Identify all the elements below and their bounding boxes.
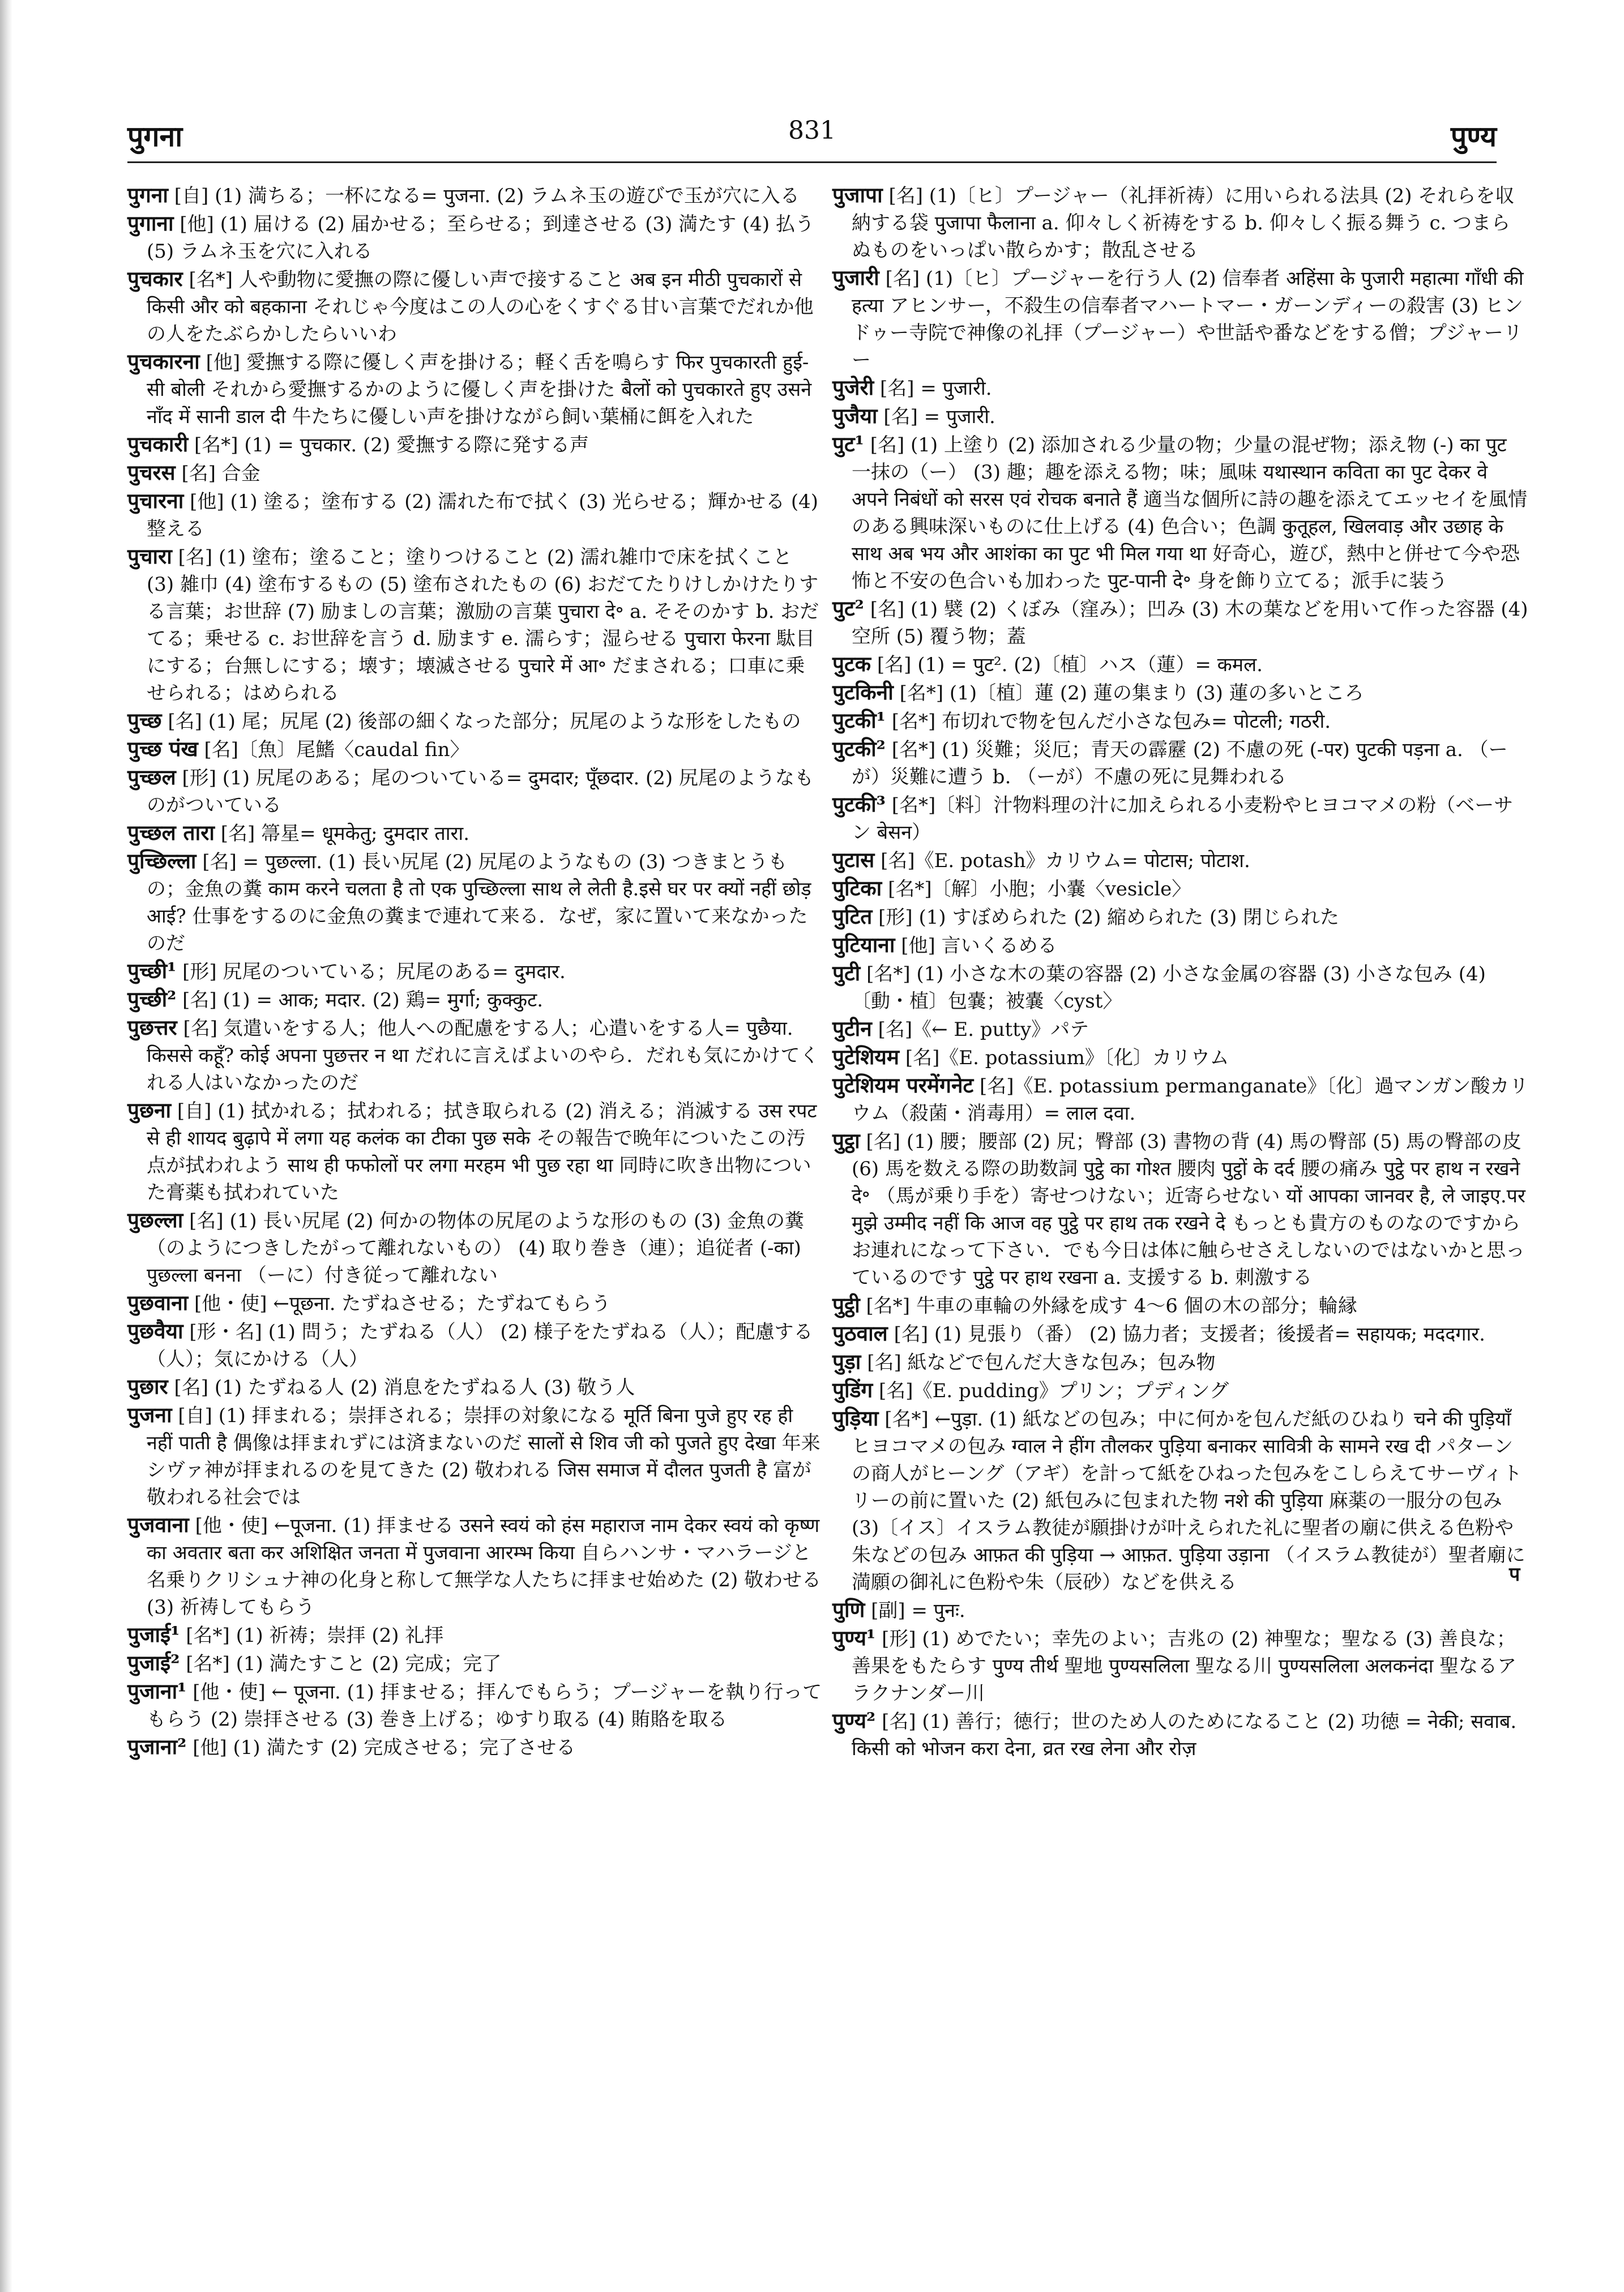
dictionary-entry: [127, 265, 824, 348]
entry-definition: [名] (1) = पुट². (2)〔植〕ハス（蓮）= कमल.: [877, 654, 1263, 676]
header-rule: [127, 161, 1497, 163]
dictionary-entry: [832, 678, 1529, 707]
dictionary-entry: [127, 1206, 824, 1289]
dictionary-entry: [127, 1014, 824, 1096]
entry-definition: [名] (1) 長い尻尾 (2) 何かの物体の尻尾のような形のもの (3) 金魚の糞（のようにつきしたがって離れないもの） (4) 取り巻き（連）；追従者 (-का) पुछल्ला बनना （ーに）付き従って離れない: [147, 1210, 804, 1287]
entry-headword: पुछना: [127, 1098, 172, 1122]
dictionary-entry: [832, 595, 1529, 650]
entry-headword: पुजाना²: [127, 1734, 187, 1759]
dictionary-entry: [832, 707, 1529, 735]
entry-definition: [名] 合金: [181, 462, 260, 485]
dictionary-entry: [127, 985, 824, 1014]
entry-headword: पुड़ा: [832, 1349, 861, 1374]
dictionary-entry: [127, 1649, 824, 1678]
entry-headword: पुजाई²: [127, 1650, 180, 1675]
entry-headword: पुचकारी: [127, 432, 189, 456]
dictionary-entry: [127, 1511, 824, 1621]
dictionary-entry: [127, 543, 824, 707]
dictionary-entry: [832, 430, 1529, 595]
entry-headword: पुच्छल तारा: [127, 820, 215, 845]
entry-headword: पुटक: [832, 651, 871, 676]
entry-definition: [名] (1) 見張り（番） (2) 協力者；支援者；後援者= सहायक; मददगार.: [894, 1323, 1485, 1346]
thumb-index-letter: प: [1509, 1563, 1520, 1586]
entry-definition: [名] 箒星= धूमकेतु; दुमदार तारा.: [220, 822, 470, 845]
entry-definition: [形] (1) すぼめられた (2) 縮められた (3) 閉じられた: [878, 906, 1340, 929]
entry-headword: पुचकारना: [127, 349, 200, 374]
dictionary-entry: [832, 1072, 1529, 1127]
dictionary-entry: [127, 210, 824, 265]
entry-definition: [名] (1) 塗布；塗ること；塗りつけること (2) 濡れ雑巾で床を拭くこと (3) 雑巾 (4) 塗布するもの (5) 塗布されたもの (6) おだてたりけしかけたりする言葉；お世辞 (7) 励ましの言葉；激励の言葉 पुचारा दे॰ a. そそのかす b. おだてる；乗せる c. お世辞を言う d. 励ます e. 濡らす；湿らせる पुचारा फेरना 駄目にする；台無しにする；壊す；壊滅させる पुचारे में आ॰ だまされる；口車に乗せられる；はめられる: [147, 546, 819, 705]
entry-definition: [名] (1) たずねる人 (2) 消息をたずねる人 (3) 敬う人: [174, 1376, 635, 1399]
dictionary-entry: [832, 735, 1529, 791]
entry-definition: [名*]〔料〕汁物料理の汁に加えられる小麦粉やヒヨコマメの粉（ベーサン बेसन）: [852, 794, 1514, 844]
entry-headword: पुच्छ: [127, 708, 162, 733]
entry-headword: पुटकिनी: [832, 680, 894, 705]
dictionary-entry: [832, 1707, 1529, 1762]
entry-definition: [名] 紙などで包んだ大きな包み；包み物: [867, 1351, 1216, 1374]
entry-definition: [名*] ←पुड़ा. (1) 紙などの包み；中に何かを包んだ紙のひねり चने की पुड़ियाँ ヒヨコマメの包み ग्वाल ने हींग तौलकर पुड़िया बनाकर सावित्री के सामने रख दी パターンの商人がヒーング（アギ）を計って紙をひねった包みをこしらえてサーヴィトリーの前に置いた (2) 紙包みに包まれた物 नशे की पुड़िया 麻薬の一服分の包み (3)〔イス〕イスラム教徒が願掛けが叶えられた礼に聖者の廟に供える色粉や朱などの包み आफ़त की पुड़िया → आफ़त. पुड़िया उड़ाना （イスラム教徒が）聖者廟に満願の御礼に色粉や朱（辰砂）などを供える: [852, 1408, 1525, 1594]
entry-headword: पुठवाल: [832, 1321, 888, 1346]
dictionary-entry: [832, 1043, 1529, 1072]
entry-definition: [名*] (1) 災難；災厄；青天の霹靂 (2) 不慮の死 (-पर) पुटकी पड़ना a. （ーが）災難に遭う b. （ーが）不慮の死に見舞われる: [852, 739, 1508, 788]
entry-headword: पुजापा: [832, 182, 883, 207]
dictionary-entry: [127, 1733, 824, 1761]
entry-definition: [形] (1) めでたい；幸先のよい；吉兆の (2) 神聖な；聖なる (3) 善良な；善果をもたらす पुण्य तीर्थ 聖地 पुण्यसलिला 聖なる川 पुण्यसलिला अलकनंदा 聖なるアラクナンダー川: [852, 1628, 1517, 1705]
entry-definition: [他] (1) 満たす (2) 完成させる；完了させる: [193, 1736, 576, 1759]
dictionary-entry: [832, 846, 1529, 874]
entry-definition: [名] (1) 襞 (2) くぼみ（窪み）；凹み (3) 木の葉などを用いて作った容器 (4) 空所 (5) 覆う物；蓋: [852, 598, 1528, 648]
entry-definition: [名] (1)〔ヒ〕プージャーを行う人 (2) 信奉者 अहिंसा के पुजारी महात्मा गाँधी की हत्या アヒンサー，不殺生の信奉者マハートマー・ガーンディーの殺害 (3) ヒンドゥー寺院で神像の礼拝（プージャー）や世話や番などをする僧；プジャーリー: [852, 267, 1524, 372]
entry-definition: [名] (1) 善行；徳行；世のため人のためになること (2) 功徳 = नेकी; सवाब. किसी को भोजन करा देना, व्रत रख लेना और रोज़: [852, 1710, 1517, 1760]
dictionary-entry: [127, 1373, 824, 1401]
dictionary-entry: [127, 1289, 824, 1317]
dictionary-entry: [832, 1405, 1529, 1596]
entry-headword: पुणि: [832, 1597, 865, 1622]
dictionary-entry: [127, 181, 824, 210]
dictionary-entry: [127, 459, 824, 487]
entry-headword: पुटास: [832, 847, 875, 872]
dictionary-entry: [832, 1320, 1529, 1348]
dictionary-entry: [832, 402, 1529, 430]
entry-definition: [名]《E. potassium permanganate》〔化〕過マンガン酸カリウム（殺菌・消毒用）= लाल दवा.: [852, 1075, 1529, 1125]
dictionary-entry: [127, 1317, 824, 1373]
entry-definition: [名*]〔解〕小胞；小嚢〈vesicle〉: [888, 878, 1191, 900]
entry-definition: [名*] (1) 小さな木の葉の容器 (2) 小さな金属の容器 (3) 小さな包み (4)〔動・植〕包嚢；被嚢〈cyst〉: [852, 963, 1486, 1013]
entry-definition: [名] (1) 上塗り (2) 添加される少量の物；少量の混ぜ物；添え物 (-) का पुट 一抹の（ー） (3) 趣；趣を添える物；味；風味 यथास्थान कविता का पुट देकर वे अपने निबंधों को सरस एवं रोचक बनाते हैं 適当な個所に詩の趣を添えてエッセイを風情のある興味深いものに仕上げる (4) 色合い；色調 कुतूहल, खिलवाड़ और उछाह के साथ अब भय और आशंका का पुट भी मिल गया था 好奇心，遊び，熱中と併せて今や恐怖と不安の色合いも加わった पुट-पानी दे॰ 身を飾り立てる；派手に装う: [852, 434, 1528, 592]
entry-definition: [名] (1)〔ヒ〕プージャー（礼拝祈祷）に用いられる法具 (2) それらを収納する袋 पुजापा फैलाना a. 仰々しく祈祷をする b. 仰々しく振る舞う c. つまらぬものをいっぱい散らかす；散乱させる: [852, 185, 1515, 262]
dictionary-entry: [127, 1401, 824, 1511]
dictionary-entry: [127, 763, 824, 819]
entry-definition: [名]《E. pudding》プリン；プディング: [879, 1380, 1229, 1402]
dictionary-entry: [832, 1376, 1529, 1405]
dictionary-entry: [832, 264, 1529, 374]
entry-headword: पुजाना¹: [127, 1679, 187, 1704]
entry-definition: [名] = पुजारी.: [880, 377, 992, 400]
dictionary-entry: [832, 1624, 1529, 1707]
entry-headword: पुजवाना: [127, 1512, 189, 1537]
entry-headword: पुडिंग: [832, 1377, 873, 1402]
entry-definition: [名*] 人や動物に愛撫の際に優しい声で接すること अब इन मीठी पुचकारों से किसी और को बहकाना それじゃ今度はこの人の心をくすぐる甘い言葉でだれか他の人をたぶらかしたらいいわ: [147, 268, 814, 345]
entry-headword: पुछल्ला: [127, 1207, 183, 1232]
entry-headword: पुटकी¹: [832, 708, 886, 733]
entry-definition: [名]《E. potassium》〔化〕カリウム: [905, 1047, 1229, 1069]
dictionary-entry: [832, 1596, 1529, 1624]
dictionary-entry: [127, 1678, 824, 1733]
dictionary-entry: [832, 874, 1529, 903]
dictionary-entry: [127, 348, 824, 430]
entry-headword: पुच्छ पंख: [127, 736, 198, 761]
entry-headword: पुटीन: [832, 1016, 872, 1041]
header-first-word: पुगना: [127, 119, 183, 153]
entry-headword: पुगना: [127, 182, 168, 207]
entry-headword: पुड़िया: [832, 1406, 879, 1431]
entry-headword: पुट्ठा: [832, 1128, 860, 1153]
dictionary-entry: [127, 957, 824, 985]
entry-definition: [他・使] ←पूजना. (1) 拝ませる उसने स्वयं को हंस महाराज नाम देकर स्वयं को कृष्ण का अवतार बता कर अशिक्षित जनता में पुजवाना आरम्भ किया 自らハンサ・マハラージと名乗りクリシュナ神の化身と称して無学な人たちに拝ませ始めた (2) 敬わせる (3) 祈祷してもらう: [147, 1514, 822, 1619]
page-header: [127, 116, 1497, 161]
entry-definition: [名] = पुछल्ला. (1) 長い尻尾 (2) 尻尾のようなもの (3) つきまとうもの；金魚の糞 काम करने चलता है तो एक पुच्छिल्ला साथ ले लेती है.इसे घर पर क्यों नहीं छोड़ आई? 仕事をするのに金魚の糞まで連れて来る．なぜ，家に置いて来なかったのだ: [147, 851, 811, 955]
entry-definition: [他] 愛撫する際に優しく声を掛ける；軽く舌を鳴らす फिर पुचकारती हुई-सी बोली それから愛撫するかのように優しく声を掛けた बैलों को पुचकारते हुए उसने नाँद में सानी डाल दी 牛たちに優しい声を掛けながら飼い葉桶に餌を入れた: [147, 351, 812, 428]
dictionary-entry: [832, 1291, 1529, 1320]
entry-definition: [名]〔魚〕尾鰭〈caudal fin〉: [204, 739, 469, 761]
dictionary-entry: [832, 931, 1529, 959]
dictionary-entry: [127, 735, 824, 763]
entry-definition: [他] (1) 届ける (2) 届かせる；至らせる；到達させる (3) 満たす (4) 払う (5) ラムネ玉を穴に入れる: [147, 213, 814, 263]
entry-definition: [他・使] ←पूछना. たずねさせる；たずねてもらう: [194, 1292, 611, 1315]
entry-headword: पुजारी: [832, 265, 879, 290]
entry-headword: पुजना: [127, 1402, 172, 1427]
entry-headword: पुटेशियम: [832, 1044, 899, 1069]
entry-definition: [形・名] (1) 問う；たずねる（人） (2) 様子をたずねる（人）；配慮する（人）；気にかける（人）: [147, 1321, 813, 1371]
dictionary-entry: [832, 1348, 1529, 1376]
entry-headword: पुटित: [832, 904, 873, 929]
entry-headword: पुचारना: [127, 488, 184, 513]
page-spine-shadow: [0, 0, 12, 2292]
entry-definition: [名*] (1) 満たすこと (2) 完成；完了: [186, 1653, 502, 1675]
entry-headword: पुट्ठी: [832, 1292, 860, 1317]
dictionary-entry: [832, 959, 1529, 1015]
dictionary-entry: [832, 374, 1529, 402]
right-column: [832, 181, 1529, 1762]
dictionary-entry: [127, 430, 824, 459]
dictionary-entry: [127, 847, 824, 957]
entry-definition: [名]《E. potash》カリウム= पोटास; पोटाश.: [881, 850, 1250, 872]
dictionary-entry: [832, 1015, 1529, 1043]
entry-definition: [形] (1) 尻尾のある；尾のついている= दुमदार; पूँछदार. (2) 尻尾のようなものがついている: [147, 767, 814, 817]
entry-headword: पुण्य²: [832, 1708, 876, 1733]
dictionary-entry: [127, 487, 824, 543]
entry-headword: पुचारा: [127, 544, 172, 569]
dictionary-entry: [832, 181, 1529, 264]
entry-definition: [他] (1) 塗る；塗布する (2) 濡れた布で拭く (3) 光らせる；輝かせる (4) 整える: [147, 490, 818, 540]
entry-headword: पुटकी²: [832, 736, 886, 761]
entry-definition: [他] 言いくるめる: [901, 934, 1057, 957]
entry-definition: [形] 尻尾のついている；尻尾のある= दुमदार.: [182, 961, 566, 983]
entry-headword: पुच्छी¹: [127, 958, 177, 983]
entry-headword: पुण्य¹: [832, 1625, 876, 1650]
entry-headword: पुटियाना: [832, 932, 895, 957]
entry-definition: [名] = पुजारी.: [883, 406, 995, 428]
entry-definition: [名] 気遣いをする人；他人への配慮をする人；心遣いをする人= पुछैया. किससे कहूँ? कोई अपना पुछत्तर न था だれに言えばよいのやら．だれも気にかけてくれる人はいなかったのだ: [147, 1017, 819, 1094]
entry-definition: [自] (1) 満ちる；一杯になる= पुजना. (2) ラムネ玉の遊びで玉が穴に入る: [174, 185, 800, 207]
entry-definition: [名*] (1)〔植〕蓮 (2) 蓮の集まり (3) 蓮の多いところ: [899, 682, 1364, 705]
entry-definition: [名] (1) 尾；尻尾 (2) 後部の細くなった部分；尻尾のような形をしたもの: [168, 710, 801, 733]
entry-definition: [名*] (1) 祈祷；崇拝 (2) 礼拝: [186, 1624, 444, 1647]
entry-headword: पुजैया: [832, 403, 878, 428]
entry-headword: पुछार: [127, 1374, 168, 1399]
dictionary-entry: [127, 707, 824, 735]
entry-headword: पुटकी³: [832, 792, 886, 817]
entry-definition: [副] = पुनः.: [871, 1599, 965, 1622]
dictionary-entry: [832, 650, 1529, 678]
left-column: [127, 181, 824, 1761]
entry-headword: पुगाना: [127, 211, 174, 236]
entry-headword: पुचकार: [127, 266, 183, 291]
entry-definition: [他・使] ← पूजना. (1) 拝ませる；拝んでもらう；プージャーを執り行ってもらう (2) 崇拝させる (3) 巻き上げる；ゆすり取る (4) 賄賂を取る: [147, 1681, 822, 1731]
entry-headword: पुट²: [832, 596, 864, 621]
dictionary-entry: [832, 1127, 1529, 1291]
entry-headword: पुछत्तर: [127, 1015, 177, 1040]
entry-headword: पुटिका: [832, 876, 882, 900]
entry-headword: पुट¹: [832, 432, 864, 456]
entry-definition: [自] (1) 拝まれる；崇拝される；崇拝の対象になる मूर्ति बिना पुजे हुए रह ही नहीं पाती है 偶像は拝まれずには済まないのだ सालों से शिव जी को पुजते हुए देखा 年来シヴァ神が拝まれるのを見てきた (2) 敬われる जिस समाज में दौलत पुजती है 富が敬われる社会では: [147, 1405, 820, 1509]
entry-headword: पुच्छिल्ला: [127, 848, 196, 873]
entry-headword: पुच्छल: [127, 765, 176, 789]
entry-definition: [名*] 牛車の車輪の外縁を成す 4〜6 個の木の部分；輪縁: [866, 1295, 1357, 1317]
entry-headword: पुजेरी: [832, 375, 874, 400]
entry-definition: [自] (1) 拭かれる；拭われる；拭き取られる (2) 消える；消滅する उस रपट से ही शायद बुढ़ापे में लगा यह कलंक का टीका पुछ सके その報告で晩年についたこの汚点が拭われよう साथ ही फफोलों पर लगा मरहम भी पुछ रहा था 同時に吹き出物についた膏薬も拭われていた: [147, 1100, 817, 1204]
entry-headword: पुटेशियम परमेंगनेट: [832, 1073, 974, 1098]
dictionary-entry: [127, 1621, 824, 1649]
entry-definition: [名]《← E. putty》パテ: [878, 1018, 1089, 1041]
dictionary-entry: [127, 1096, 824, 1206]
header-last-word: पुण्य: [1450, 119, 1497, 153]
entry-definition: [名*] 布切れで物を包んだ小さな包み= पोटली; गठरी.: [891, 710, 1331, 733]
dictionary-entry: [832, 903, 1529, 931]
page-number: 831: [788, 116, 836, 145]
dictionary-entry: [127, 819, 824, 847]
entry-definition: [名*] (1) = पुचकार. (2) 愛撫する際に発する声: [194, 434, 589, 456]
entry-headword: पुच्छी²: [127, 987, 177, 1011]
dictionary-entry: [832, 791, 1529, 846]
entry-definition: [名] (1) 腰；腰部 (2) 尻；臀部 (3) 書物の背 (4) 馬の臀部 (5) 馬の臀部の皮 (6) 馬を数える際の助数詞 पुट्ठे का गोश्त 腰肉 पुट्ठों के दर्द 腰の痛み पुट्ठे पर हाथ न रखने दे॰ （馬が乗り手を）寄せつけない；近寄らせない यों आपका जानवर है, ले जाइए.पर मुझे उम्मीद नहीं कि आज वह पुट्ठे पर हाथ तक रखने दे もっとも貴方のものなのですからお連れになって下さい．でも今日は体に触らせさえしないのではないかと思っているのです पुट्ठे पर हाथ रखना a. 支援する b. 刺激する: [852, 1130, 1525, 1289]
entry-definition: [名] (1) = आक; मदार. (2) 鶏= मुर्गा; कुक्कुट.: [182, 989, 544, 1011]
entry-headword: पुजाई¹: [127, 1622, 180, 1647]
entry-headword: पुछवैया: [127, 1318, 183, 1343]
entry-headword: पुछवाना: [127, 1290, 189, 1315]
entry-headword: पुटी: [832, 961, 861, 985]
entry-headword: पुचरस: [127, 460, 176, 485]
